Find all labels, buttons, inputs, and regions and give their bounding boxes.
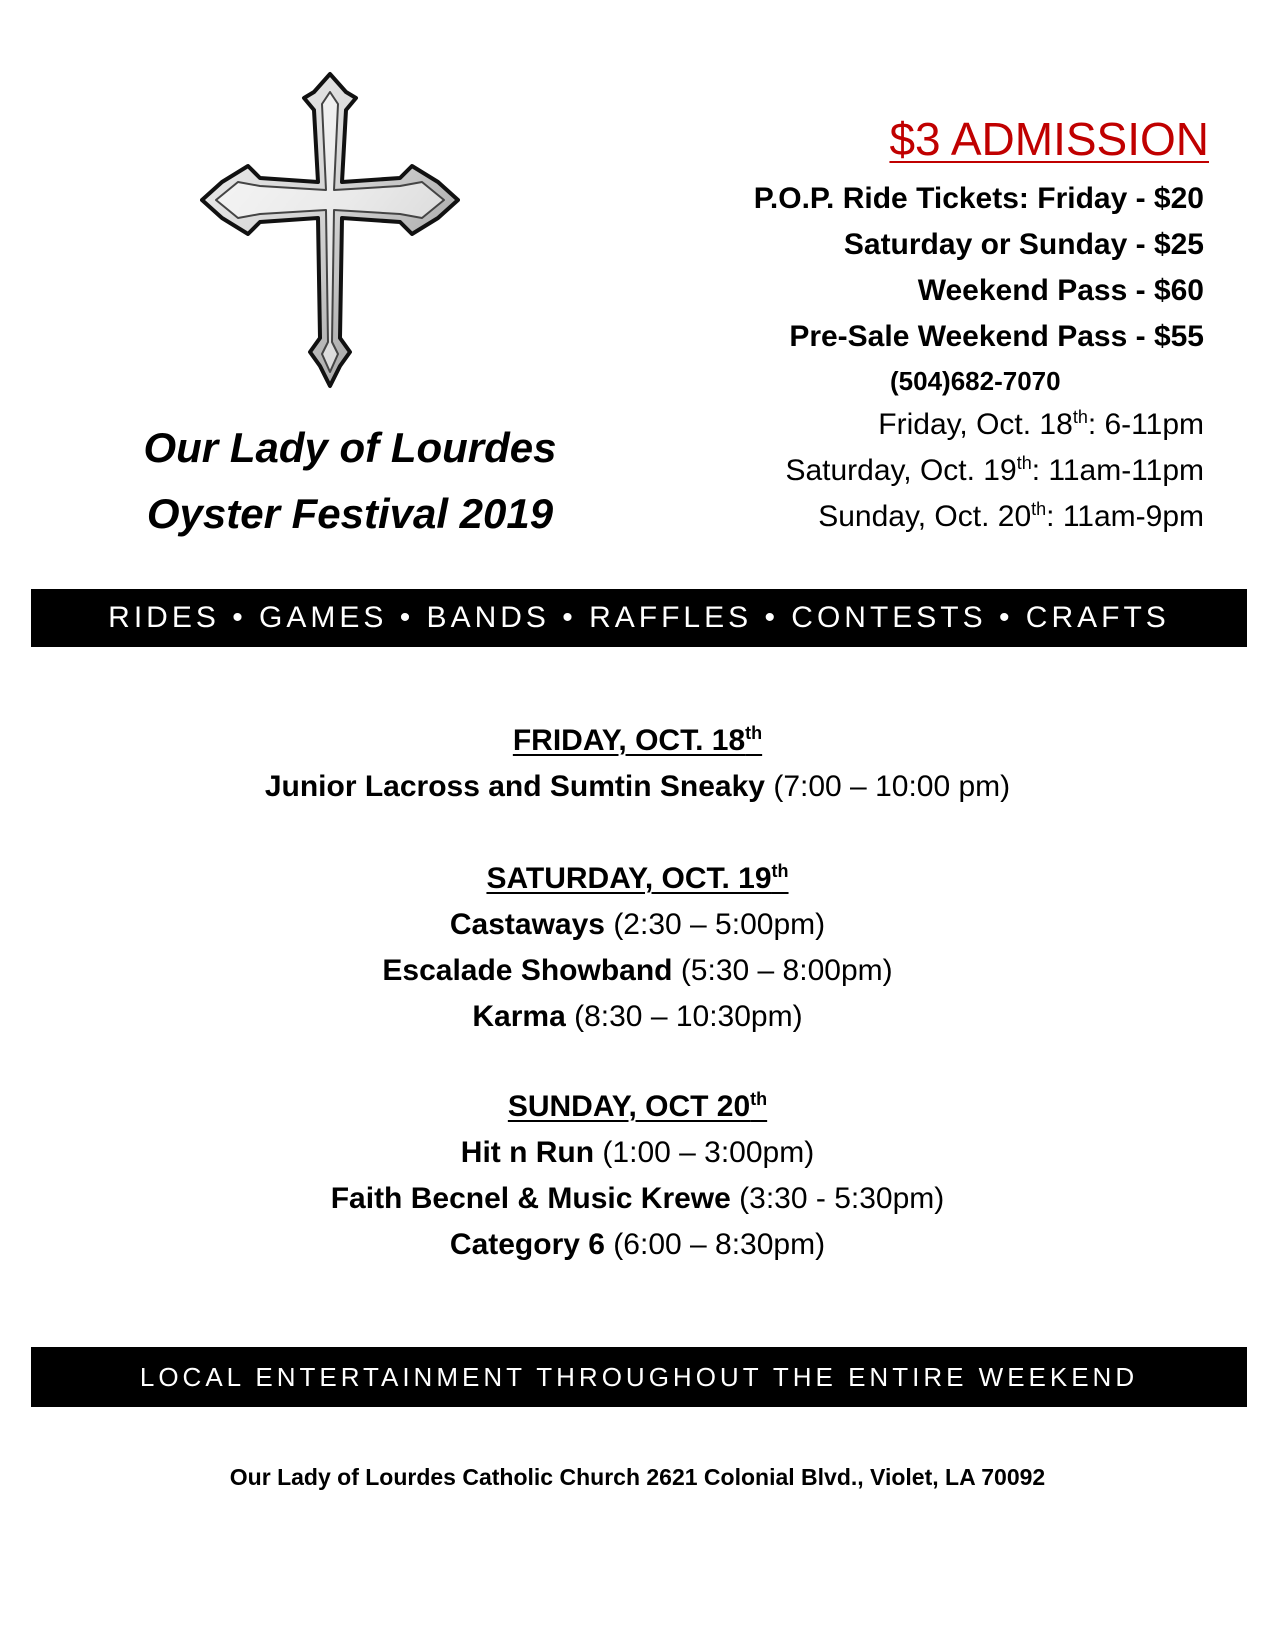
price-weekend-pass: Weekend Pass - $60 — [917, 274, 1204, 307]
schedule-act: Castaways (2:30 – 5:00pm) — [449, 908, 826, 941]
schedule-friday-heading: FRIDAY, OCT. 18th — [512, 723, 763, 757]
local-entertainment-banner: LOCAL ENTERTAINMENT THROUGHOUT THE ENTIRE WEEKEND — [31, 1347, 1247, 1407]
festival-title-line2: Oyster Festival 2019 — [146, 490, 554, 537]
schedule-sunday-heading: SUNDAY, OCT 20th — [507, 1089, 768, 1123]
schedule-act: Category 6 (6:00 – 8:30pm) — [449, 1228, 826, 1261]
hours-friday: Friday, Oct. 18th: 6-11pm — [878, 407, 1204, 441]
church-address: Our Lady of Lourdes Catholic Church 2621 Colonial Blvd., Violet, LA 70092 — [229, 1464, 1046, 1490]
price-pop-friday: P.O.P. Ride Tickets: Friday - $20 — [753, 182, 1204, 215]
price-presale-pass: Pre-Sale Weekend Pass - $55 — [789, 320, 1204, 353]
schedule-act: Junior Lacross and Sumtin Sneaky (7:00 – 10:00 pm) — [264, 770, 1011, 803]
schedule-saturday-heading: SATURDAY, OCT. 19th — [486, 861, 789, 895]
schedule-act: Escalade Showband (5:30 – 8:00pm) — [382, 954, 893, 987]
hours-saturday: Saturday, Oct. 19th: 11am-11pm — [785, 453, 1204, 487]
schedule-act: Faith Becnel & Music Krewe (3:30 - 5:30pm) — [330, 1182, 945, 1215]
cross-illustration — [200, 70, 460, 390]
hours-sunday: Sunday, Oct. 20th: 11am-9pm — [818, 499, 1204, 533]
admission-price: $3 ADMISSION — [889, 113, 1209, 165]
schedule-act: Hit n Run (1:00 – 3:00pm) — [460, 1136, 815, 1169]
schedule-act: Karma (8:30 – 10:30pm) — [472, 1000, 803, 1033]
attractions-banner: RIDES • GAMES • BANDS • RAFFLES • CONTESTS • CRAFTS — [31, 589, 1247, 647]
phone-number: (504)682-7070 — [890, 366, 1061, 396]
price-sat-sun: Saturday or Sunday - $25 — [843, 228, 1204, 261]
festival-title-line1: Our Lady of Lourdes — [143, 424, 557, 471]
